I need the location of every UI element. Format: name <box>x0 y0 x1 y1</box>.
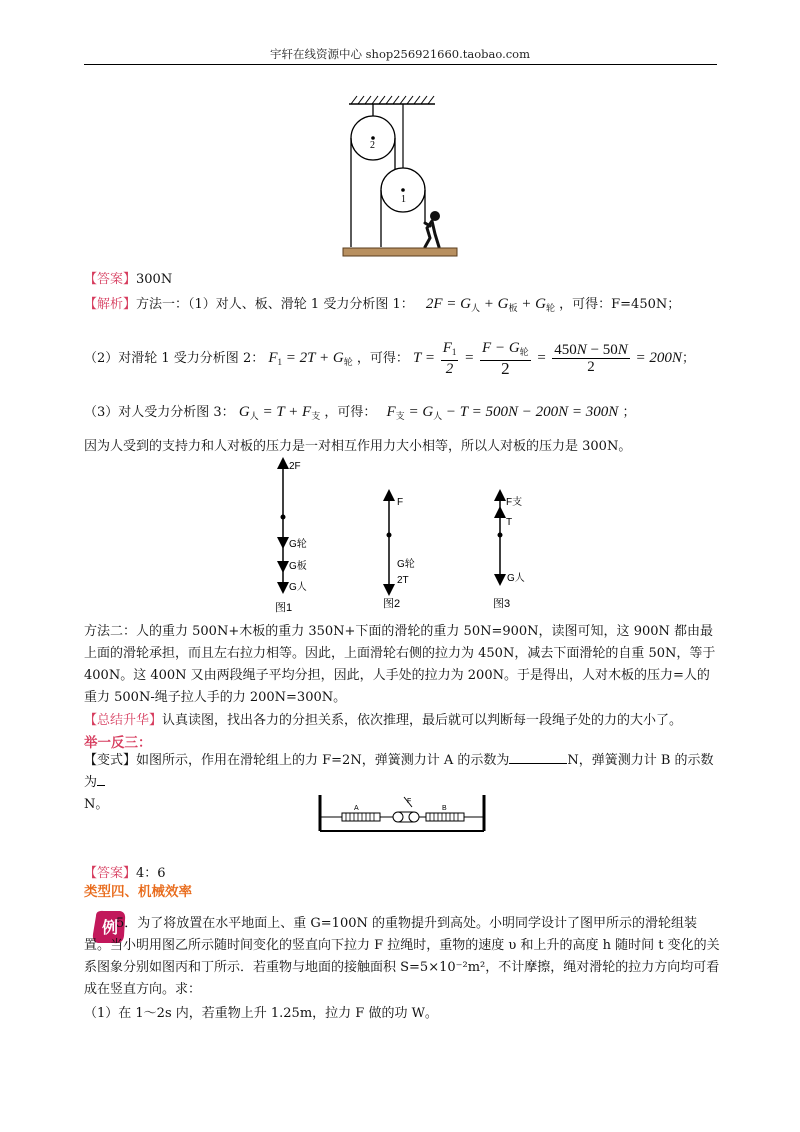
scale-b-label: B <box>442 805 447 812</box>
equation-3: $G_人 = T + F_支$ <box>238 404 321 421</box>
fig2-caption: 图2 <box>383 598 401 610</box>
header-divider <box>84 64 717 65</box>
practice-title: 举一反三： <box>84 735 152 751</box>
equation-3-result: $F_支 = G_人 - T = 500N - 200N = 300N$ <box>386 404 619 421</box>
analysis-conclusion: 因为人受到的支持力和人对板的压力是一对相互作用力大小相等，所以人对板的压力是 300N。 <box>84 439 632 454</box>
equation-2: $F_1 = 2T + G_轮$ <box>268 349 353 367</box>
force-f-label: F <box>407 798 412 805</box>
fig2-f-label: F <box>397 497 404 508</box>
fig3-g-person-label: G人 <box>507 573 525 584</box>
fig2-2t-label: 2T <box>397 575 409 586</box>
answer-2: 【答案】4：6 <box>84 866 166 881</box>
equation-2-result: T = $\frac{F_1}{2}$ = $\frac{F - G_轮}{2}$ = $\frac{450N - 50N}{2}$ = 200N <box>413 340 682 378</box>
section-title: 类型四、机械效率 <box>84 884 192 900</box>
fig1-caption: 图1 <box>275 602 293 614</box>
fig3-fsupport-label: F支 <box>506 497 523 508</box>
example-badge-text: 例 <box>102 918 119 937</box>
problem-5: 5．为了将放置在水平地面上、重 G=100N 的重物提升到高处。小明同学设计了图甲所示的滑轮组装置。当小明用图乙所示随时间变化的竖直向下拉力 F 拉绳时，重物的速度 υ 和上升的高度 h 随时间 t 变化的关系图象分别如图丙和丁所示．若重物与地面的接触面积 S=5×10⁻²m²，不计摩擦，绳对滑轮的拉力方向均可看成在竖直方向。求： <box>84 916 720 997</box>
problem-5-q1: （1）在 1～2s 内，若重物上升 1.25m，拉力 F 做的功 W。 <box>84 1006 438 1021</box>
method-two: 方法二：人的重力 500N+木板的重力 350N+下面的滑轮的重力 50N=900N，读图可知，这 900N 都由最上面的滑轮承担，而且左右拉力相等。因此，上面滑轮右侧的拉力为 450N，减去下面滑轮的自重 50N，等于 400N。这 400N 又由两段绳子平均分担，因此，人手处的拉力为 200N。于是得出，人对木板的压力=人的重力 500N-绳子拉人手的力 200N=300N。 <box>84 624 716 705</box>
force-diagrams <box>265 455 535 615</box>
fig1-g-board-label: G板 <box>289 561 307 572</box>
fig2-g-wheel-label: G轮 <box>397 559 415 570</box>
analysis-line-2: （2）对滑轮 1 受力分析图 2： $F_1 = 2T + G_轮$ ，可得： T = $\frac{F_1}{2}$ = $\frac{F - G_轮}{2}$ = $\frac{450N - 50N}{2}$ = 200N； <box>84 340 695 378</box>
pulley1-label: 1 <box>401 194 406 205</box>
fig3-caption: 图3 <box>493 598 511 610</box>
summary: 【总结升华】认真读图，找出各力的分担关系，依次推理，最后就可以判断每一段绳子处的力的大小了。 <box>84 713 683 728</box>
fig3-t-label: T <box>506 517 513 528</box>
analysis-line-3: （3）对人受力分析图 3： $G_人 = T + F_支$ ，可得： $F_支 = G_人 - T = 500N - 200N = 300N$ ； <box>84 404 636 421</box>
fig1-g-wheel-label: G轮 <box>289 539 307 550</box>
answer-1: 【答案】300N <box>84 272 173 287</box>
scale-a-label: A <box>354 805 359 812</box>
page-header: 宇轩在线资源中心 shop256921660.taobao.com <box>269 47 531 61</box>
spring-scale-figure <box>316 793 488 835</box>
variant-question: 【变式】如图所示，作用在滑轮组上的力 F=2N，弹簧测力计 A 的示数为 N，弹簧测力计 B 的示数为 N。 <box>84 753 714 812</box>
pulley-system-figure <box>335 92 465 264</box>
fig1-2f-label: 2F <box>289 461 301 472</box>
equation-1: $2F = G_人 + G_板 + G_轮$ <box>425 296 555 313</box>
pulley2-label: 2 <box>370 140 375 151</box>
analysis-line-1: 【解析】方法一：（1）对人、板、滑轮 1 受力分析图 1： $2F = G_人 + G_板 + G_轮$ ，可得：F=450N； <box>84 296 681 313</box>
fig1-g-person-label: G人 <box>289 582 307 593</box>
